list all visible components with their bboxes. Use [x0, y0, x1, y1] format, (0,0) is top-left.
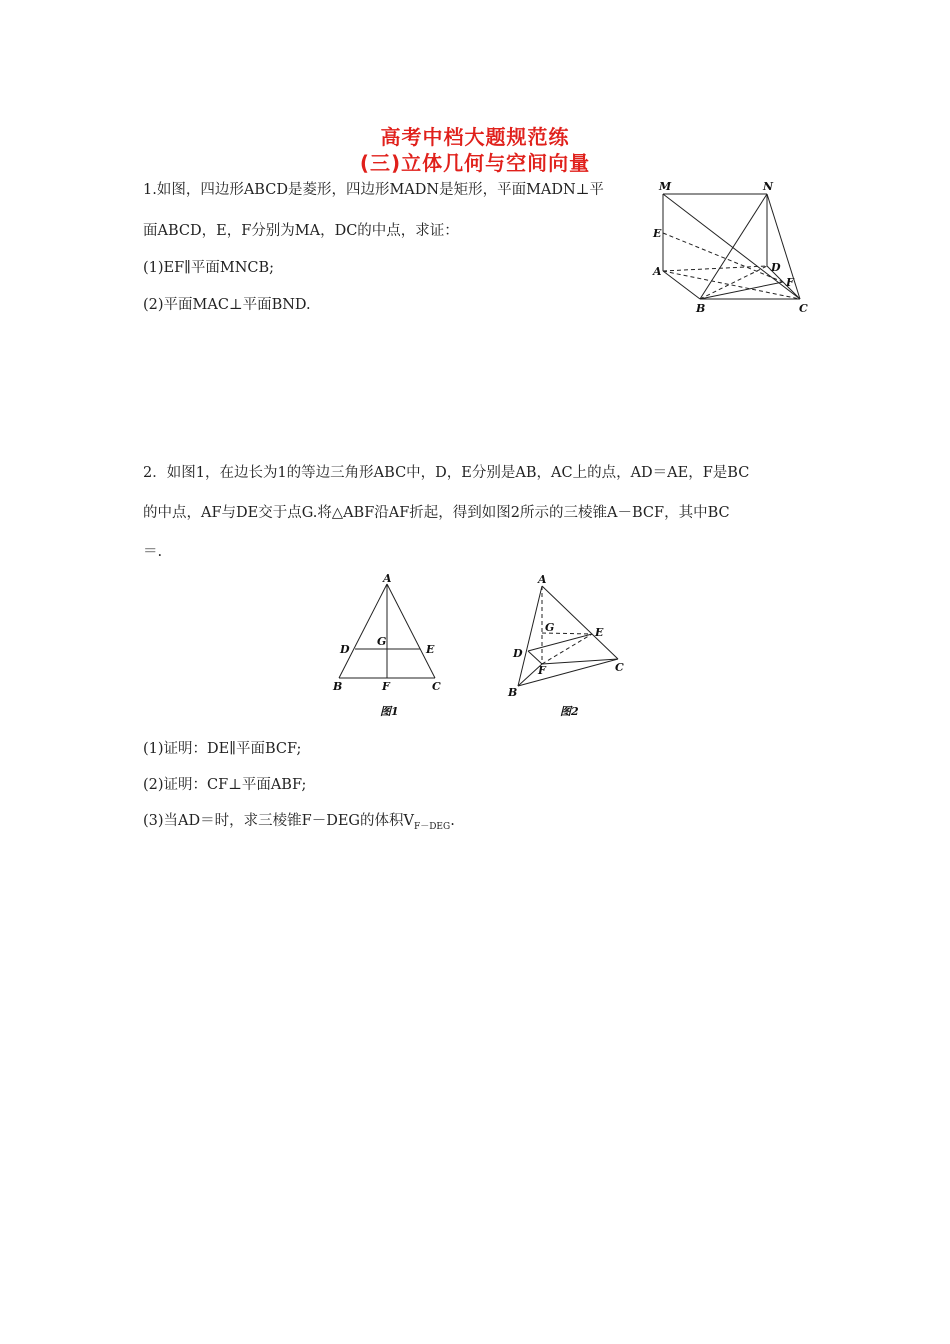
fig1-label-C: C — [432, 680, 441, 693]
fig2-label-F: F — [538, 664, 546, 677]
label-D: D — [771, 261, 781, 274]
problem1-figure — [645, 178, 820, 322]
problem2-figure1 — [325, 570, 455, 724]
problem2-figure2 — [500, 570, 640, 724]
problem1-line2: 面ABCD，E，F分别为MA，DC的中点，求证： — [143, 223, 459, 239]
fig2-label-G: G — [545, 621, 555, 634]
label-B: B — [696, 302, 706, 315]
problem2-part3-text: (3)当AD＝时，求三棱锥F－DEG的体积V — [143, 813, 414, 829]
fig2-caption: 图2 — [560, 705, 579, 718]
fig2-label-B: B — [508, 686, 518, 699]
fig1-label-A: A — [383, 572, 392, 585]
page-title: 高考中档大题规范练 — [380, 125, 570, 149]
fig1-label-G: G — [377, 635, 387, 648]
label-N: N — [763, 180, 774, 193]
fig1-label-D: D — [340, 643, 350, 656]
problem2-part2: (2)证明：CF⊥平面ABF; — [143, 777, 307, 793]
problem1-part1: (1)EF∥平面MNCB; — [143, 260, 275, 276]
fig2-label-A: A — [538, 573, 547, 586]
page-subtitle: (三)立体几何与空间向量 — [359, 151, 591, 175]
problem1-line1: 1.如图，四边形ABCD是菱形，四边形MADN是矩形，平面MADN⊥平 — [143, 182, 604, 198]
label-F: F — [786, 276, 794, 289]
fig1-caption: 图1 — [380, 705, 399, 718]
label-E: E — [653, 227, 662, 240]
fig2-label-C: C — [615, 661, 624, 674]
label-A: A — [653, 265, 662, 278]
problem2-line1: 2．如图1，在边长为1的等边三角形ABC中，D，E分别是AB，AC上的点，AD＝AE，F是BC — [143, 465, 750, 481]
problem2-part1: (1)证明：DE∥平面BCF; — [143, 741, 302, 757]
problem1-part2: (2)平面MAC⊥平面BND. — [143, 297, 311, 313]
fig1-label-E: E — [426, 643, 435, 656]
problem2-part3-end: . — [450, 813, 455, 829]
fig2-label-D: D — [513, 647, 523, 660]
problem2-line2: 的中点，AF与DE交于点G.将△ABF沿AF折起，得到如图2所示的三棱锥A－BCF，其中BC — [143, 505, 730, 521]
fig1-label-F: F — [382, 680, 390, 693]
problem2-part3-subscript: F－DEG — [413, 821, 451, 832]
fig1-label-B: B — [333, 680, 343, 693]
problem2-line3: ＝. — [143, 544, 163, 560]
label-C: C — [799, 302, 808, 315]
fig2-label-E: E — [595, 626, 604, 639]
problem2-part3 — [143, 809, 455, 832]
label-M: M — [659, 180, 672, 193]
